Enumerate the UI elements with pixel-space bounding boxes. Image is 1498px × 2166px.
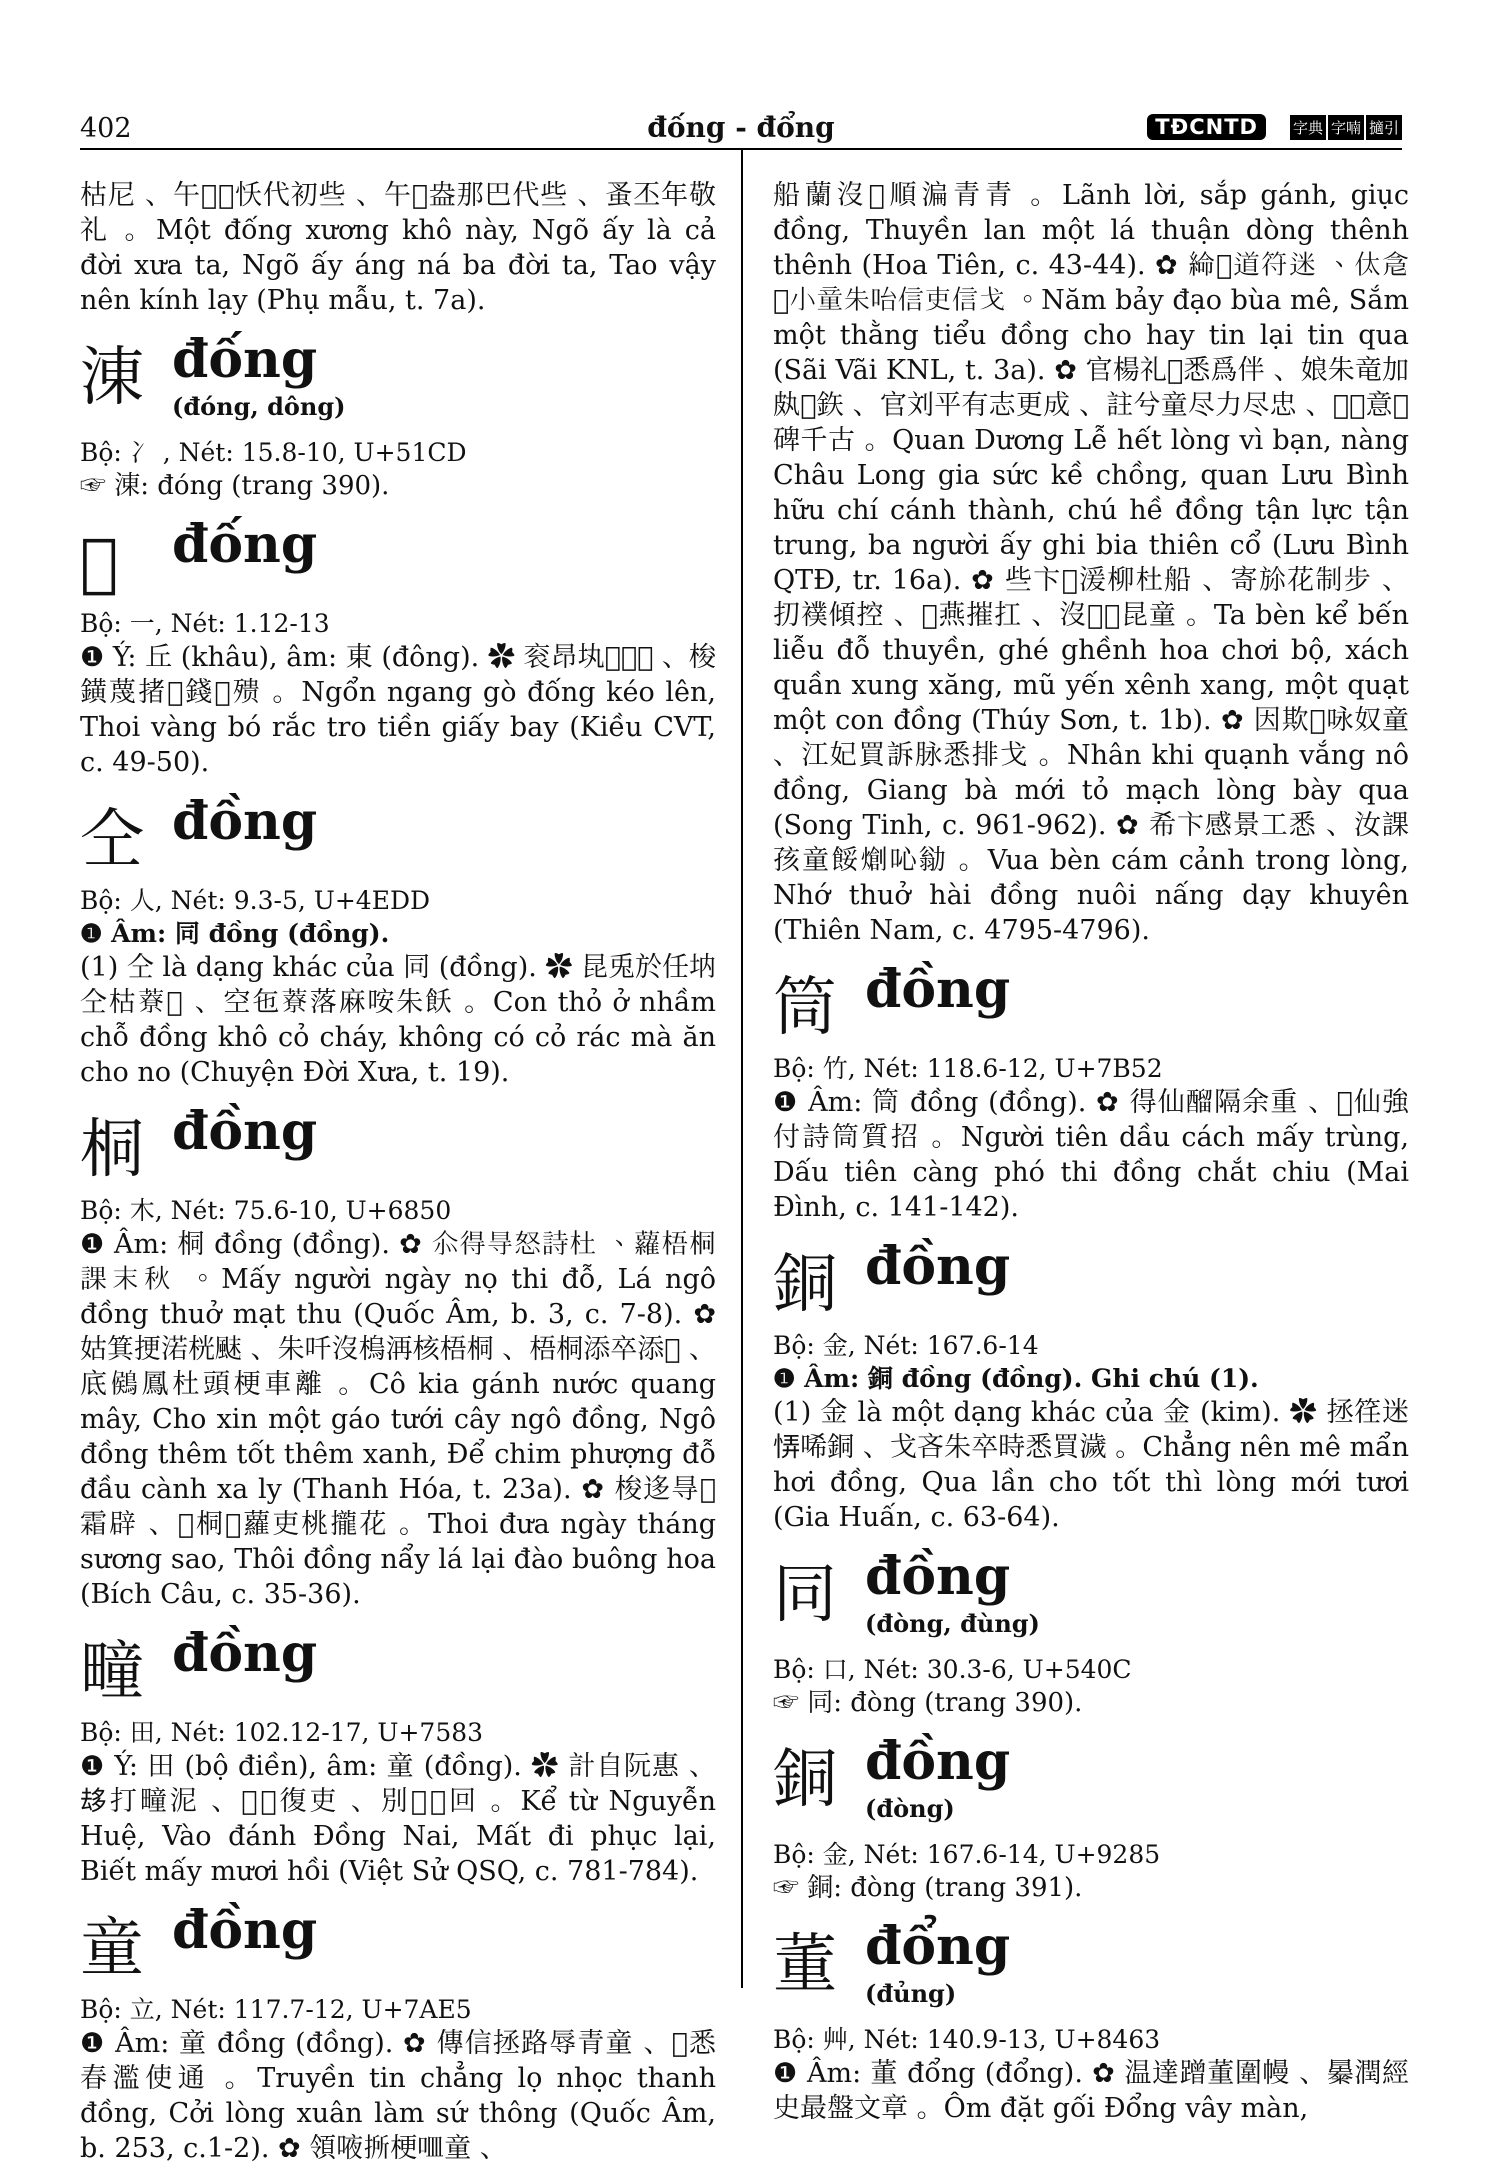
headword: đống [172, 329, 318, 390]
alt-readings: (đóng, dông) [172, 392, 346, 421]
entry-body: (1) 金 là một dạng khác của 金 (kim). ✿ 拯䇮迷𢙱唏銅 、戈吝朱卒時悉買濊 。Chẳng nên mê mẩn hơi đồng, Qua lần cho tốt thì lòng mới tươi (Gia Huấn, c. 63-64). [773, 1397, 1409, 1533]
entry-meta: Bộ: 人, Nét: 9.3-5, U+4EDD [80, 886, 431, 915]
entry-head [773, 959, 1409, 1052]
headword: đồng [172, 1900, 318, 1961]
entry-head [80, 1900, 716, 1993]
headword: đồng [865, 1546, 1011, 1607]
entry [773, 1916, 1409, 2126]
entry-meta: Bộ: 木, Nét: 75.6-10, U+6850 [80, 1196, 452, 1225]
entry-character: 銅 [773, 1248, 837, 1322]
entry-head [80, 791, 716, 884]
cross-reference: ☞ 涷: đóng (trang 390). [80, 471, 390, 501]
cross-reference: ☞ 銅: đòng (trang 391). [773, 1873, 1083, 1903]
entry-head [80, 329, 716, 436]
headword: đống [172, 514, 318, 575]
entry-meta: Bộ: 立, Nét: 117.7-12, U+7AE5 [80, 1995, 472, 2024]
alt-readings: (đòng) [865, 1794, 955, 1823]
entry-body: ❶ Ý: 丘 (khâu), âm: 東 (đông). ✿ 衮昂𡉕𠖉𠯦𨖲 、梭鐄蔑㨋𦛌錢𩙻㱮 。Ngổn ngang gò đống kéo lên, Thoi vàng bó rắc tro tiền giấy bay (Kiều CVT, c. 49-50). [80, 642, 716, 778]
column-divider [741, 150, 743, 1988]
entry-head [80, 1623, 716, 1716]
entry-meta: Bộ: 金, Nét: 167.6-14 [773, 1331, 1039, 1360]
entry [773, 1236, 1409, 1535]
entry-body: ❶ Ý: 田 (bộ điền), âm: 童 (đồng). ✿ 計自阮惠 、𠫾打疃泥 、𡀮𢬣復吏 、別𠇍𨑮回 。Kể từ Nguyễn Huệ, Vào đánh Đồng Nai, Mất đi phục lại, Biết mấy mươi hồi (Việt Sử QSQ, c. 781-784). [80, 1751, 716, 1887]
entry-character: 董 [773, 1928, 837, 2002]
right-column [773, 178, 1409, 2126]
entry-head [773, 1916, 1409, 2023]
entry-head [80, 1101, 716, 1194]
continued-text: 船蘭沒𦲿順㴜青青 。Lãnh lời, sắp gánh, giục đồng, Thuyền lan một lá thuận dòng thênh thênh (Hoa Tiên, c. 43-44). ✿ 𦁸𢀨道符迷 、㑀𠉞𠃣小童朱咍信吏信戈 。Năm bảy đạo bùa mê, Sắm một thằng tiểu đồng cho hay tin lại tin qua (Sãi Vãi KNL, t. 3a). ✿ 官楊礼𢚸悉爲伴 、娘朱竜加㿪𢬣鉃 、官刘平有志更成 、註兮童尽力尽忠 、𠀧𠊛意𢷀碑千古 。Quan Dương Lễ hết lòng vì bạn, nàng Châu Long gia sức kề chồng, quan Lưu Bình hữu chí cánh thành, chú hề đồng tận lực tận trung, ba người ấy ghi bia thiên cổ (Lưu Bình QTĐ, tr. 16a). ✿ 些卞𢬣湲柳杜船 、寄㫆花制步 、㧅襆傾控 、𧍝燕摧扛 、沒𢷀𣳔昆童 。Ta bèn kể bến liễu đỗ thuyền, ghé ghềnh hoa chơi bộ, xách quần xung xăng, mũ yến xênh xang, một quạt một con đồng (Thúy Sơn, t. 1b). ✿ 因欺𤍶咏奴童 、江妃買訴脉悉排戈 。Nhân khi quạnh vắng nô đồng, Giang bà mới tỏ mạch lòng bày qua (Song Tinh, c. 961-962). ✿ 希卞感景工悉 、汝課孩童餒𤏬吣勜 。Vua bèn cám cảnh trong lòng, Nhớ thuở hài đồng nuôi nấng dạy khuyên (Thiên Nam, c. 4795-4796). [773, 180, 1409, 946]
left-column [80, 178, 716, 2166]
entry-meta: Bộ: 竹, Nét: 118.6-12, U+7B52 [773, 1054, 1163, 1083]
entry-head [80, 514, 716, 607]
headword: đồng [865, 959, 1011, 1020]
entry-meta: Bộ: 口, Nét: 30.3-6, U+540C [773, 1655, 1132, 1684]
entry [80, 1623, 716, 1889]
glyph-logo-part: 字典 [1290, 115, 1326, 140]
headword: đồng [865, 1236, 1011, 1297]
entry-meta: Bộ: 金, Nét: 167.6-14, U+9285 [773, 1840, 1161, 1869]
entry-character: 筒 [773, 971, 837, 1045]
entry-meta: Bộ: 冫 , Nét: 15.8-10, U+51CD [80, 438, 467, 467]
entry-body: (1) 仝 là dạng khác của 同 (đồng). ✿ 昆兎於任㘨仝枯𦼔𤈜 、空㐌𦼔落麻咹朱飫 。Con thỏ ở nhầm chỗ đồng khô cỏ cháy, không có cỏ rác mà ăn cho no (Chuyện Đời Xưa, t. 19). [80, 952, 716, 1088]
headword: đồng [172, 1101, 318, 1162]
entry-character: 銅 [773, 1743, 837, 1817]
entry-character: 疃 [80, 1635, 144, 1709]
glyph-logo-part: 字喃 [1328, 115, 1364, 140]
entry [773, 1731, 1409, 1905]
entry-character: 同 [773, 1558, 837, 1632]
entry-body: ❶ Âm: 董 đổng (đổng). ✿ 温達蹭董圍幔 、㬥潤經史最盤文章 。Ôm đặt gối Đổng vây màn, [773, 2058, 1409, 2124]
headword: đổng [865, 1916, 1011, 1977]
entry-character: 桐 [80, 1113, 144, 1187]
entry-character: 仝 [80, 803, 144, 877]
entry-body: ❶ Âm: 筒 đồng (đồng). ✿ 得仙𨢇隔余重 、𨀈仙強付詩筒質招 。Người tiên dầu cách mấy trùng, Dấu tiên càng phó thi đồng chắt chiu (Mai Đình, c. 141-142). [773, 1087, 1409, 1223]
entry-meta: Bộ: 艸, Nét: 140.9-13, U+8463 [773, 2025, 1161, 2054]
entry [80, 1900, 716, 2166]
alt-readings: (đủng) [865, 1979, 957, 2008]
entry-character: 𠖉 [80, 526, 119, 600]
entry [773, 959, 1409, 1225]
entry-sense: ❶ Âm: 同 đồng (đồng). [80, 919, 390, 948]
entry-meta: Bộ: 一, Nét: 1.12-13 [80, 609, 330, 638]
glyph-logo-part: 擿引 [1366, 115, 1402, 140]
entry-character: 童 [80, 1912, 144, 1986]
entry [80, 791, 716, 1090]
entry-body: ❶ Âm: 桐 đồng (đồng). ✿ 𠇍得㝵怒詩杜 、蘿梧桐課末秋 。Mấy người ngày nọ thi đỗ, Lá ngô đồng thuở mạt thu (Quốc Âm, b. 3, c. 7-8). ✿ 姑箕挭渃桄𩗂 、朱吀沒㮧洅核梧桐 、梧桐添卒添𦲿 、底𪃶鳳杜頭梗車離 。Cô kia gánh nước quang mây, Cho xin một gáo tưới cây ngô đồng, Ngô đồng thêm tốt thêm xanh, Để chim phượng đỗ đầu cành xa ly (Thanh Hóa, t. 23a). ✿ 梭迻㝵𣎃霜辟 、𢚸桐𦼔蘿吏桃攏花 。Thoi đưa ngày tháng sương sao, Thôi đồng nẩy lá lại đào buông hoa (Bích Câu, c. 35-36). [80, 1229, 716, 1610]
running-title: đống - đổng [647, 111, 835, 144]
entry [80, 514, 716, 780]
entry-sense: ❶ Âm: 銅 đồng (đồng). Ghi chú (1). [773, 1364, 1259, 1393]
headword: đồng [865, 1731, 1011, 1792]
continued-text: 枯尼 、午𠂻𠮾㤇代初些 、午𠂻盎那巴代些 、蚤丕年敬礼 。Một đống xương khô này, Ngõ ấy là cả đời xưa ta, Ngõ ấy áng ná ba đời ta, Tao vậy nên kính lạy (Phụ mẫu, t. 7a). [80, 180, 716, 316]
entry-head [773, 1731, 1409, 1838]
tdcntd-logo: TĐCNTD [1147, 114, 1266, 140]
alt-readings: (đòng, đùng) [865, 1609, 1040, 1638]
publisher-logos [1147, 114, 1402, 140]
entry-body: ❶ Âm: 童 đồng (đồng). ✿ 傳信拯路辱青童 、𢚸悉春濫使通 。Truyền tin chẳng lọ nhọc thanh đồng, Cởi lòng xuân làm sứ thông (Quốc Âm, b. 253, c.1-2). ✿ 領㖡𢯢梗𠰘童 、 [80, 2028, 716, 2164]
headword: đồng [172, 1623, 318, 1684]
entry-character: 涷 [80, 341, 144, 415]
entry [80, 329, 716, 503]
page-number: 402 [80, 113, 132, 144]
headword: đồng [172, 791, 318, 852]
glyph-logo [1290, 115, 1402, 140]
entry [773, 1546, 1409, 1720]
cross-reference: ☞ 同: đòng (trang 390). [773, 1688, 1083, 1718]
entry-head [773, 1236, 1409, 1329]
entry [80, 1101, 716, 1612]
page-header [80, 108, 1402, 150]
entry-meta: Bộ: 田, Nét: 102.12-17, U+7583 [80, 1718, 484, 1747]
entry-head [773, 1546, 1409, 1653]
